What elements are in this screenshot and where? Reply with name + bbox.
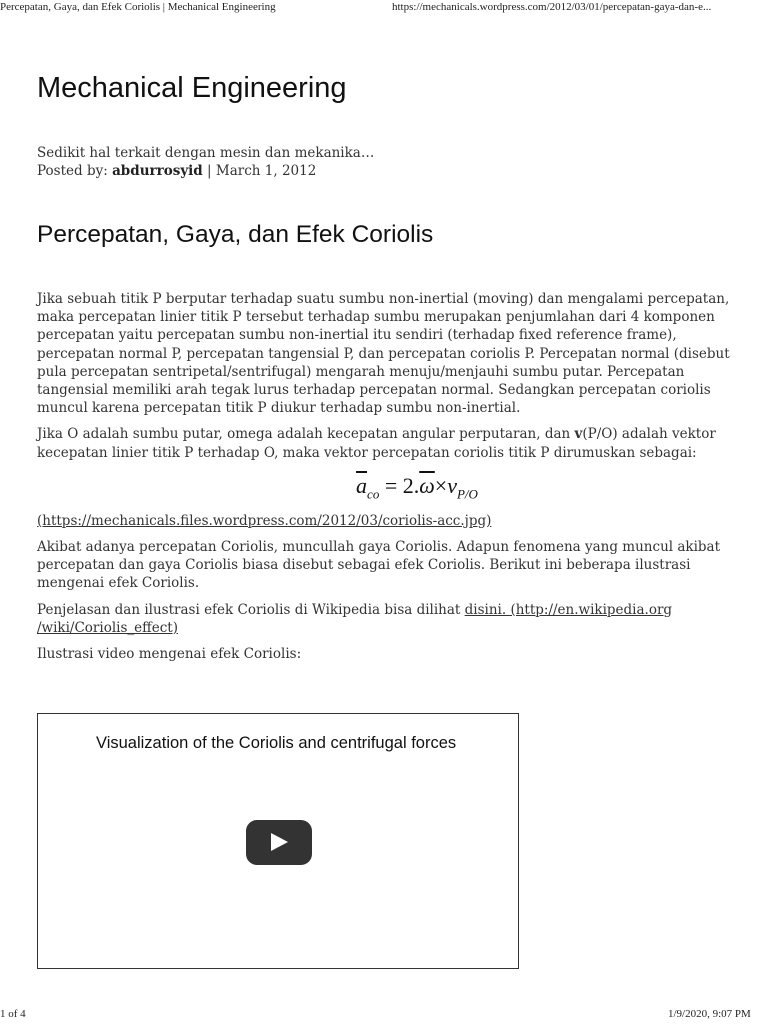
site-title[interactable]: Mechanical Engineering — [37, 72, 347, 104]
post-date: March 1, 2012 — [215, 163, 317, 179]
print-header-url: https://mechanicals.wordpress.com/2012/03/01/percepatan-gaya-dan-e... — [392, 1, 712, 13]
post-title: Percepatan, Gaya, dan Efek Coriolis — [37, 221, 434, 248]
posted-by-label: Posted by: — [37, 163, 108, 179]
formula-v: v — [447, 472, 457, 498]
video-title[interactable]: Visualization of the Coriolis and centrifugal forces — [96, 734, 457, 752]
formula-v-sub: P/O — [456, 486, 478, 502]
image-link[interactable]: (https://mechanicals.files.wordpress.com/2012/03/coriolis-acc.jpg) — [37, 512, 492, 529]
formula-omega: $\overline{\omega}$ — [419, 472, 435, 498]
play-icon — [271, 833, 288, 851]
image-link-paragraph — [37, 512, 737, 530]
paragraph-wikipedia — [37, 601, 737, 637]
paragraph-intro: Jika sebuah titik P berputar terhadap suatu sumbu non-inertial (moving) dan mengalami percepatan, maka percepatan linier titik P tersebut terhadap sumbu merupakan penjumlahan dari 4 komponen percepatan yaitu percepatan sumbu non-inertial itu sendiri (terhadap fixed reference frame), percepatan normal P, percepatan tangensial P, dan percepatan coriolis P. Percepatan normal (disebut pula percepatan sentripetal/sentrifugal) mengarah menuju/menjauhi sumbu putar. Percepatan tangensial memiliki arah tegak lurus terhadap percepatan normal. Sedangkan percepatan coriolis muncul karena percepatan titik P diukur terhadap sumbu non-inertial. — [37, 291, 730, 417]
formula-a-sub: co — [367, 486, 380, 502]
paragraph-definition-start: Jika O adalah sumbu putar, omega adalah kecepatan angular perputaran, dan — [37, 426, 575, 443]
meta-separator: | — [207, 163, 212, 179]
play-button[interactable] — [246, 820, 312, 865]
print-footer-page: 1 of 4 — [0, 1008, 26, 1020]
print-footer-datetime: 1/9/2020, 9:07 PM — [668, 1008, 751, 1020]
paragraph-effect: Akibat adanya percepatan Coriolis, muncullah gaya Coriolis. Adapun fenomena yang muncul akibat percepatan dan gaya Coriolis biasa disebut sebagai efek Coriolis. Berikut ini beberapa ilustrasi mengenai efek Coriolis. — [37, 539, 721, 592]
wikipedia-link[interactable]: disini. (http://en.wikipedia.org /wiki/Coriolis_effect) — [37, 601, 673, 636]
paragraph-wikipedia-text: Penjelasan dan ilustrasi efek Coriolis di Wikipedia bisa dilihat — [37, 601, 465, 618]
coriolis-formula — [37, 470, 737, 502]
paragraph-definition-end: (P/O) adalah vektor kecepatan linier titik P terhadap O, maka vektor percepatan coriolis titik P dirumuskan sebagai: — [37, 426, 716, 461]
formula-a: $\overline{a}$ — [356, 472, 368, 498]
paragraph-video-intro: Ilustrasi video mengenai efek Coriolis: — [37, 646, 302, 663]
site-tagline: Sedikit hal terkait dengan mesin dan mekanika… — [37, 145, 375, 161]
author-name[interactable]: abdurrosyid — [112, 163, 203, 179]
formula-times: × — [434, 472, 448, 498]
video-embed[interactable] — [37, 713, 519, 969]
formula-equals: = 2. — [379, 472, 420, 498]
post-content — [37, 290, 737, 671]
vector-v: v — [574, 426, 583, 443]
print-header-title: Percepatan, Gaya, dan Efek Coriolis | Mechanical Engineering — [0, 1, 276, 13]
paragraph-definition — [37, 425, 737, 461]
post-meta — [37, 163, 316, 179]
